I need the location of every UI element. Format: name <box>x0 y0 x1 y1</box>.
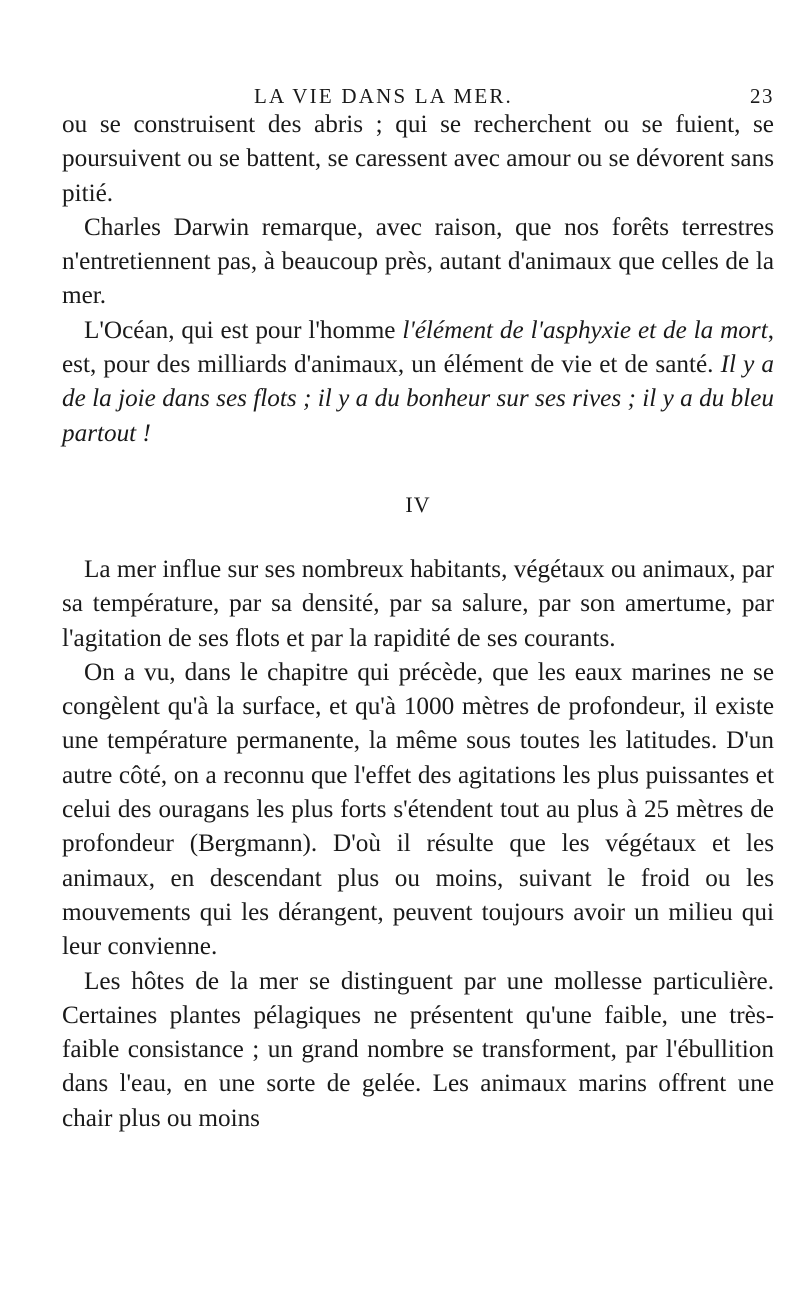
paragraph-2: Charles Darwin remarque, avec raison, que nos forêts terrestres n'entretiennent pas, à beaucoup près, autant d'animaux que celles de la mer. <box>62 213 774 310</box>
paragraph-3-text-b: , est, pour des milliards d'animaux, un élément de vie et de santé. <box>62 316 774 379</box>
paragraph-3-italic-a: l'élément de l'asphyxie et de la mort <box>402 316 768 344</box>
paragraph-3 <box>62 314 774 451</box>
paragraph-5: On a vu, dans le chapitre qui précède, que les eaux marines ne se congèlent qu'à la surface, et qu'à 1000 mètres de profondeur, il existe une température permanente, la même sous toutes les latitudes. D'un autre côté, on a reconnu que l'effet des agitations les plus puissantes et celui des ouragans les plus forts s'étendent tout au plus à 25 mètres de profondeur (Bergmann). D'où il résulte que les végétaux et les animaux, en descendant plus ou moins, suivant le froid ou les mouvements qui les dérangent, peuvent toujours avoir un milieu qui leur convienne. <box>62 658 774 961</box>
paragraph-4: La mer influe sur ses nombreux habitants, végétaux ou animaux, par sa température, par sa densité, par sa salure, par son amertume, par l'agitation de ses flots et par la rapidité de ses courants. <box>62 555 774 652</box>
running-head <box>62 68 774 108</box>
page-number: 23 <box>750 84 774 108</box>
paragraph-3-text-a: L'Océan, qui est pour l'homme <box>84 316 403 344</box>
body-text <box>62 108 774 1136</box>
section-heading: IV <box>405 491 431 517</box>
paragraph-1: ou se construisent des abris ; qui se recherchent ou se fuient, se poursuivent ou se battent, se caressent avec amour ou se dévorent sans pitié. <box>62 111 774 207</box>
paragraph-3-italic-b: Il y a de la joie dans ses flots ; il y a du bonheur sur ses rives ; il y a du bleu partout ! <box>62 351 774 447</box>
paragraph-6: Les hôtes de la mer se distinguent par une mollesse particulière. Certaines plantes pélagiques ne présentent qu'une faible, une très-faible consistance ; un grand nombre se transforment, par l'ébullition dans l'eau, en une sorte de gelée. Les animaux marins offrent une chair plus ou moins <box>62 967 774 1132</box>
book-page <box>62 68 774 1136</box>
running-title: LA VIE DANS LA MER. <box>254 84 514 108</box>
